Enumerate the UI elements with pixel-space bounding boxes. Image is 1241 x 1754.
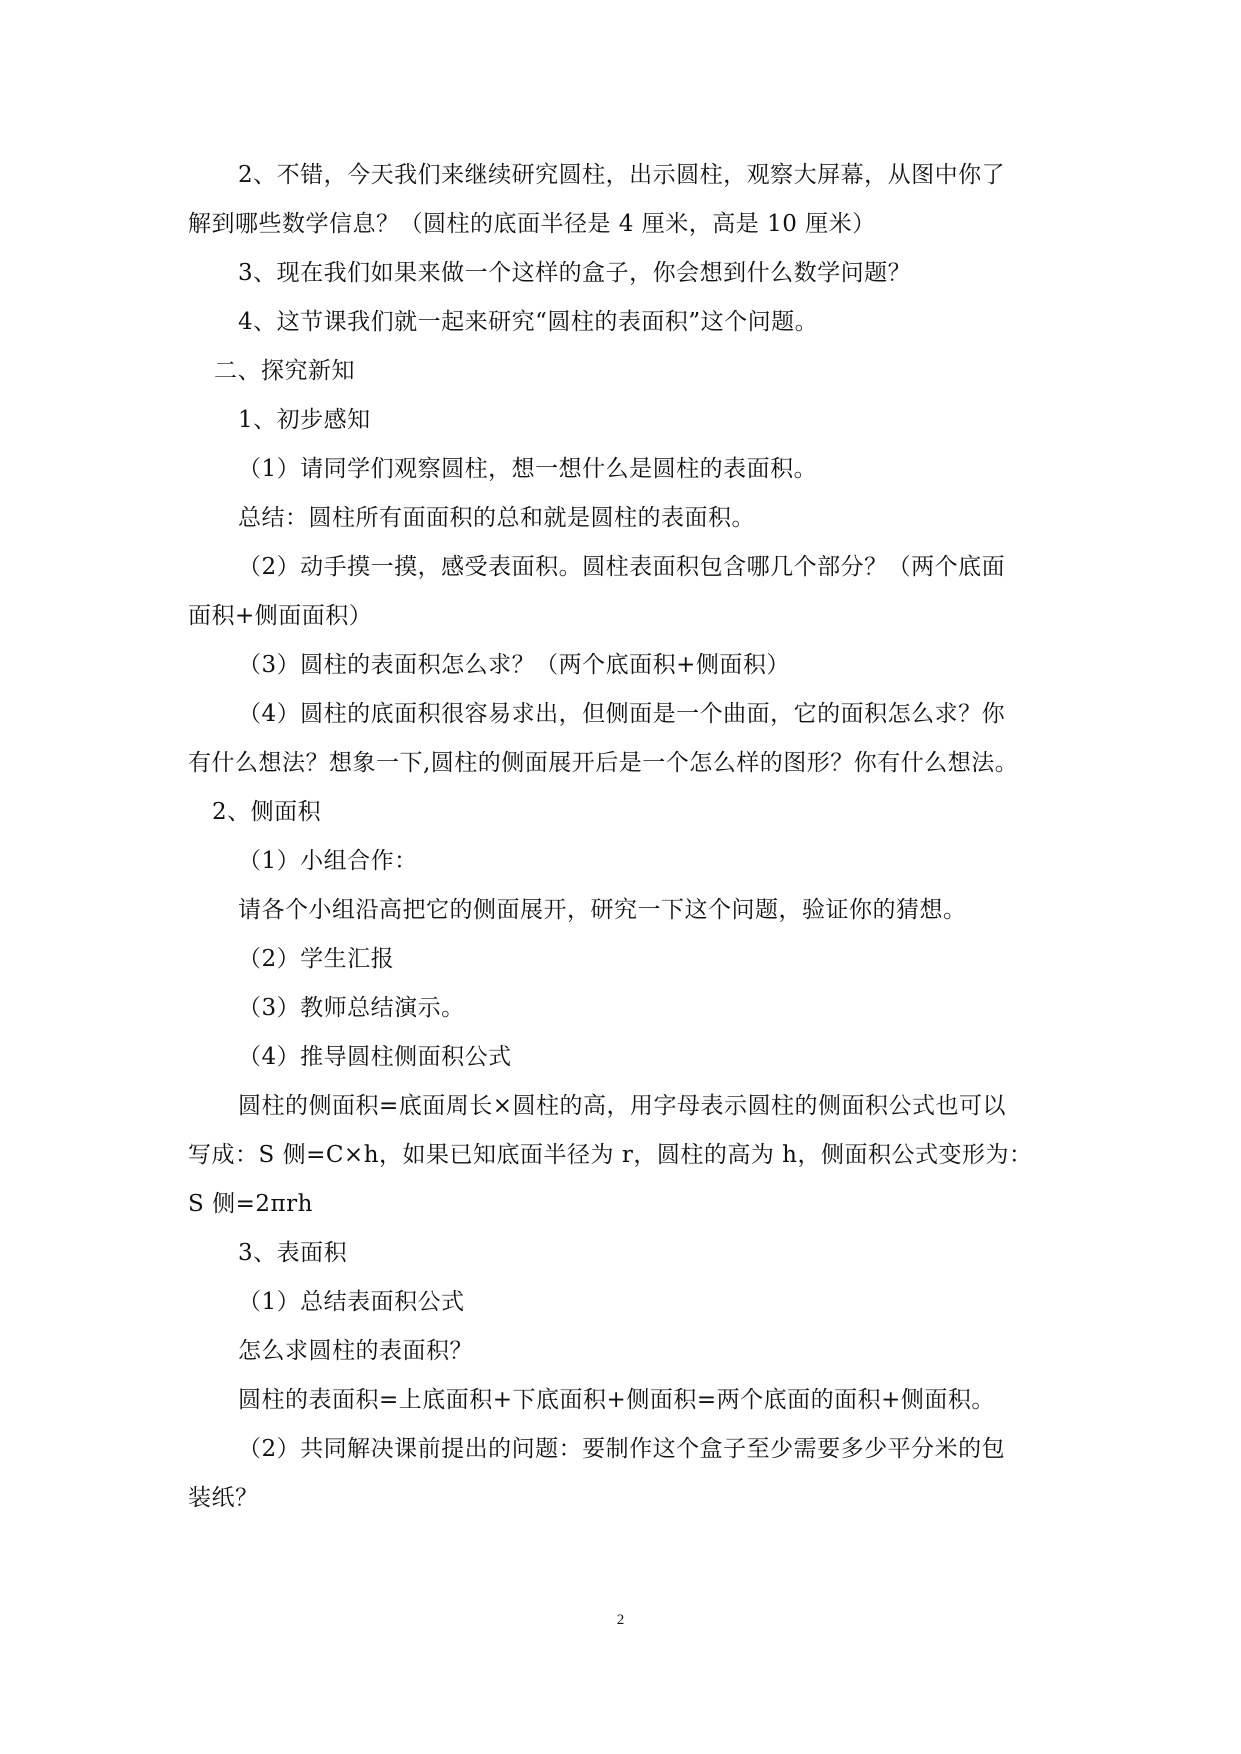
paragraph-line: （2）学生汇报	[238, 946, 395, 972]
paragraph-line: 4、这节课我们就一起来研究“圆柱的表面积”这个问题。	[238, 309, 819, 335]
paragraph-line: 有什么想法？想象一下,圆柱的侧面展开后是一个怎么样的图形？你有什么想法。	[188, 750, 1019, 776]
paragraph-line: 写成：S 侧=C×h，如果已知底面半径为 r，圆柱的高为 h，侧面积公式变形为：	[188, 1142, 1033, 1168]
subsection-heading: 2、侧面积	[212, 799, 322, 825]
paragraph-line: （3）圆柱的表面积怎么求？（两个底面积+侧面积）	[238, 652, 790, 678]
paragraph-line: 圆柱的侧面积=底面周长×圆柱的高，用字母表示圆柱的侧面积公式也可以	[238, 1093, 1007, 1119]
paragraph-line: （1）请同学们观察圆柱，想一想什么是圆柱的表面积。	[238, 456, 818, 482]
paragraph-line: 面积+侧面面积）	[188, 603, 373, 629]
paragraph-line: 总结：圆柱所有面面积的总和就是圆柱的表面积。	[238, 505, 755, 531]
page-number: 2	[616, 1612, 625, 1628]
formula-line: S 侧=2πrh	[188, 1191, 313, 1217]
subsection-heading: 3、表面积	[238, 1240, 348, 1266]
paragraph-line: 3、现在我们如果来做一个这样的盒子，你会想到什么数学问题？	[238, 260, 912, 286]
paragraph-line: （1）总结表面积公式	[238, 1289, 465, 1315]
paragraph-line: 怎么求圆柱的表面积？	[238, 1338, 473, 1364]
section-heading: 二、探究新知	[214, 358, 355, 384]
paragraph-line: 圆柱的表面积=上底面积+下底面积+侧面积=两个底面的面积+侧面积。	[238, 1387, 995, 1413]
paragraph-line: （2）共同解决课前提出的问题：要制作这个盒子至少需要多少平分米的包	[238, 1436, 1006, 1462]
paragraph-line: （3）教师总结演示。	[238, 995, 465, 1021]
paragraph-line: 解到哪些数学信息？（圆柱的底面半径是 4 厘米，高是 10 厘米）	[188, 211, 876, 237]
paragraph-line: （4）推导圆柱侧面积公式	[238, 1044, 512, 1070]
subsection-heading: 1、初步感知	[238, 407, 371, 433]
paragraph-line: 装纸？	[188, 1485, 259, 1511]
paragraph-line: 2、不错，今天我们来继续研究圆柱，出示圆柱，观察大屏幕，从图中你了	[238, 162, 1006, 188]
paragraph-line: （2）动手摸一摸，感受表面积。圆柱表面积包含哪几个部分？（两个底面	[238, 554, 1006, 580]
paragraph-line: （1）小组合作：	[238, 848, 418, 874]
paragraph-line: （4）圆柱的底面积很容易求出，但侧面是一个曲面，它的面积怎么求？你	[238, 701, 1006, 727]
paragraph-line: 请各个小组沿高把它的侧面展开，研究一下这个问题，验证你的猜想。	[238, 897, 967, 923]
